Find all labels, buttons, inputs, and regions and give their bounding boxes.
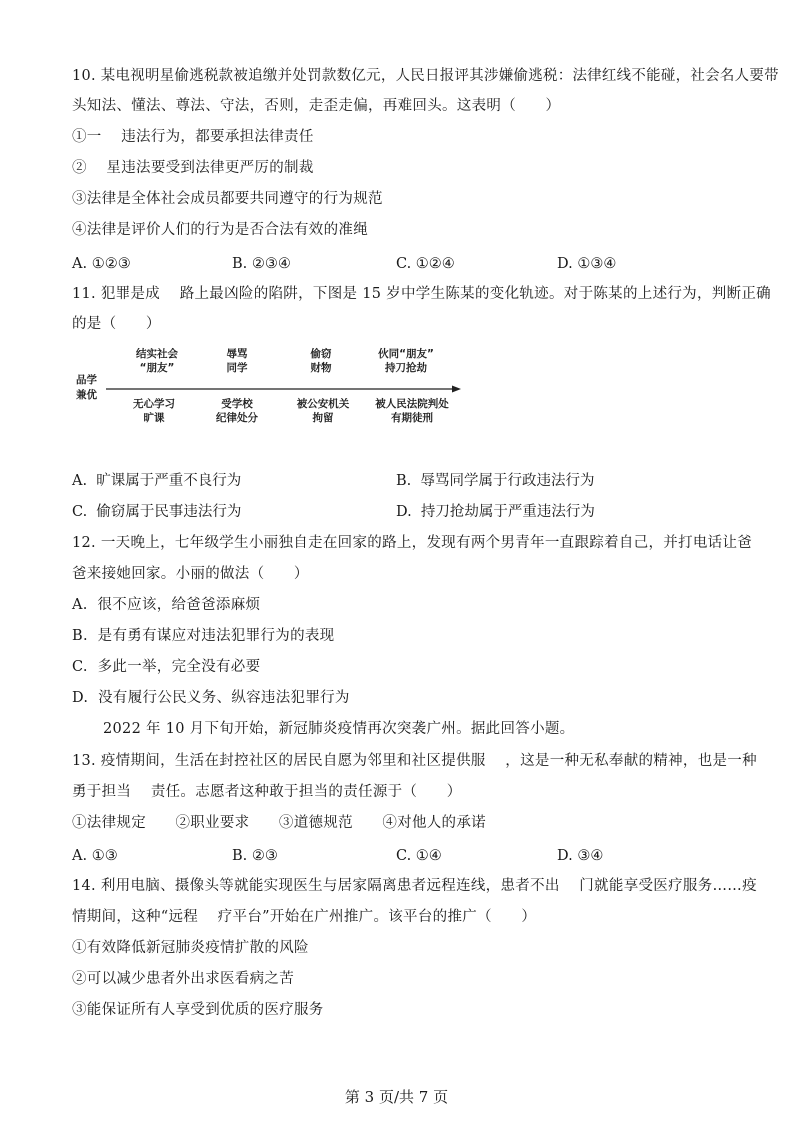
q12-option-d: D. 没有履行公民义务、纵容违法犯罪行为: [72, 690, 350, 706]
q11-stem-line-2: 的是（ ）: [72, 316, 161, 332]
q11-option-c: C. 偷窃属于民事违法行为: [72, 504, 242, 520]
q10-option-d: D. ①③④: [557, 256, 617, 272]
timeline-start-label-line-2: 兼优: [76, 389, 97, 401]
q13-statements: ①法律规定 ②职业要求 ③道德规范 ④对他人的承诺: [72, 815, 486, 831]
q14-statement-2: ②可以减少患者外出求医看病之苦: [72, 971, 294, 987]
q13-option-d: D. ③④: [557, 848, 604, 864]
q14-stem-line-2: 情期间，这种“远程 疗平台”开始在广州推广。该平台的推广（ ）: [72, 909, 537, 925]
q13-option-c: C. ①④: [396, 848, 442, 864]
q10-statement-4: ④法律是评价人们的行为是否合法有效的准绳: [72, 222, 368, 238]
timeline-below-4-line-1: 被人民法院判处: [375, 398, 449, 410]
q10-statement-2: ② 星违法要受到法律更严厉的制裁: [72, 160, 314, 176]
timeline-below-1-line-1: 无心学习: [133, 398, 175, 410]
timeline-below-2-line-2: 纪律处分: [216, 412, 258, 424]
q12-option-b: B. 是有勇有谋应对违法犯罪行为的表现: [72, 628, 335, 644]
timeline-below-3-line-2: 拘留: [312, 412, 334, 424]
timeline-above-3-line-2: 财物: [310, 362, 332, 374]
timeline-above-1-line-1: 结实社会: [136, 348, 178, 360]
q12-option-c: C. 多此一举，完全没有必要: [72, 659, 261, 675]
timeline-arrow-icon: [452, 386, 461, 393]
timeline-above-3-line-1: 偷窃: [310, 348, 332, 360]
q11-option-a: A. 旷课属于严重不良行为: [72, 473, 242, 489]
q12-stem-line-1: 12. 一天晚上，七年级学生小丽独自走在回家的路上，发现有两个男青年一直跟踪着自己，并打电话让爸: [72, 535, 753, 551]
timeline-below-3-line-1: 被公安机关: [296, 398, 350, 410]
timeline-start-label-line-1: 品学: [76, 374, 97, 386]
q12-option-a: A. 很不应该，给爸爸添麻烦: [72, 597, 261, 613]
timeline-above-2-line-2: 同学: [226, 362, 248, 374]
q11-option-d: D. 持刀抢劫属于严重违法行为: [396, 504, 595, 520]
timeline-above-4-line-2: 持刀抢劫: [385, 362, 427, 374]
q10-option-b: B. ②③④: [232, 256, 291, 272]
q14-statement-3: ③能保证所有人享受到优质的医疗服务: [72, 1002, 324, 1018]
timeline-svg: [72, 340, 472, 435]
q10-stem-line-1: 10. 某电视明星偷逃税款被追缴并处罚款数亿元，人民日报评其涉嫌偷逃税：法律红线不能碰，社会名人要带: [72, 68, 779, 84]
q12-stem-line-2: 爸来接她回家。小丽的做法（ ）: [72, 566, 309, 582]
page-number: 第 3 页/共 7 页: [344, 1088, 449, 1106]
q11-option-b: B. 辱骂同学属于行政违法行为: [396, 473, 595, 489]
q13-stem-line-2: 勇于担当 责任。志愿者这种敢于担当的责任源于（ ）: [72, 784, 462, 800]
timeline-above-1-line-2: “朋友”: [139, 362, 175, 374]
q13-option-b: B. ②③: [232, 848, 278, 864]
q10-stem-line-2: 头知法、懂法、尊法、守法，否则，走歪走偏，再难回头。这表明（ ）: [72, 98, 561, 114]
q11-stem-line-1: 11. 犯罪是成 路上最凶险的陷阱，下图是 15 岁中学生陈某的变化轨迹。对于陈某的上述行为，判断正确: [72, 286, 771, 302]
q14-statement-1: ①有效降低新冠肺炎疫情扩散的风险: [72, 940, 309, 956]
timeline-above-2-line-1: 辱骂: [226, 348, 248, 360]
q10-option-a: A. ①②③: [72, 256, 131, 272]
q13-option-a: A. ①③: [72, 848, 118, 864]
timeline-above-4-line-1: 伙同“朋友”: [378, 348, 434, 360]
behavior-timeline-diagram: [72, 340, 472, 435]
q13-stem-line-1: 13. 疫情期间，生活在封控社区的居民自愿为邻里和社区提供服 ，这是一种无私奉献的精神，也是一种: [72, 753, 757, 769]
q10-option-c: C. ①②④: [396, 256, 455, 272]
timeline-below-1-line-2: 旷课: [143, 412, 165, 424]
section-intro: 2022 年 10 月下旬开始，新冠肺炎疫情再次突袭广州。据此回答小题。: [103, 721, 575, 737]
q14-stem-line-1: 14. 利用电脑、摄像头等就能实现医生与居家隔离患者远程连线，患者不出 门就能享受医疗服务……疫: [72, 878, 757, 894]
timeline-below-4-line-2: 有期徒刑: [391, 412, 433, 424]
q10-statement-3: ③法律是全体社会成员都要共同遵守的行为规范: [72, 191, 383, 207]
q10-statement-1: ①一 违法行为，都要承担法律责任: [72, 129, 314, 145]
timeline-below-2-line-1: 受学校: [221, 398, 253, 410]
